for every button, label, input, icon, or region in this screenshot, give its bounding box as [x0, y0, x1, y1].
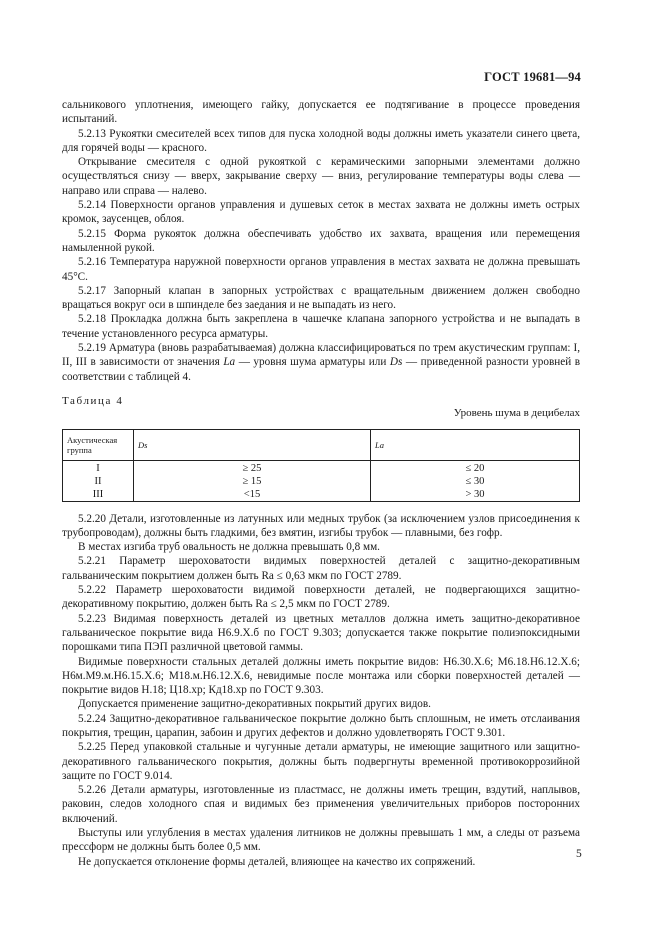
standard-header: ГОСТ 19681—94: [484, 70, 581, 84]
header-group: Акустическая группа: [63, 429, 134, 460]
paragraph: В местах изгиба труб овальность не должна превышать 0,8 мм.: [78, 541, 380, 554]
paragraph: Видимые поверхности стальных деталей должны иметь покрытие видов: Н6.30.Х.6; М6.18.Н6.12.Х.6; Н6м.М9.м.Н6.15.Х.6; М18.м.Н6.12.Х.6, невидимые после монтажа или сборки поверхностей деталей — покрытие видов Н.18; Ц18.хр; Кд18.хр по ГОСТ 9.303.: [62, 655, 580, 697]
paragraph: 5.2.25 Перед упаковкой стальные и чугунные детали арматуры, не имеющие защитного или защитно-декоративного гальванического покрытия, должны быть подвергнуты временной противокоррозийной защите по ГОСТ 9.014.: [62, 741, 580, 782]
paragraph: 5.2.26 Детали арматуры, изготовленные из пластмасс, не должны иметь трещин, вздутий, наплывов, раковин, следов холодного спая и видимых без применения увеличительных приборов посторонних включений.: [62, 784, 580, 825]
paragraph: 5.2.24 Защитно-декоративное гальваническое покрытие должно быть сплошным, не иметь отслаивания покрытия, трещин, царапин, забоин и других дефектов и должно удовлетворять ГОСТ 9.301.: [62, 712, 580, 739]
table-row: [63, 488, 580, 502]
paragraphs-bottom: [62, 512, 580, 869]
header-la: La: [371, 429, 580, 460]
table-row: [63, 475, 580, 488]
paragraphs-top: [62, 98, 580, 341]
paragraph: сальникового уплотнения, имеющего гайку, допускается ее подтягивание в процессе проведения испытаний.: [62, 99, 580, 126]
paragraph: Выступы или углубления в местах удаления литников не должны превышать 1 мм, а следы от разъема прессформ не должны быть более 0,5 мм.: [62, 827, 580, 854]
table-unit: Уровень шума в децибелах: [453, 407, 580, 420]
table-caption: Таблица 4: [62, 394, 124, 407]
paragraph: 5.2.14 Поверхности органов управления и душевых сеток в местах захвата не должны иметь острых кромок, заусенцев, облоя.: [62, 199, 580, 226]
paragraph: 5.2.17 Запорный клапан в запорных устройствах с вращательным движением должен свободно вращаться вокруг оси в шпинделе без заедания и не выпадать из него.: [62, 284, 580, 312]
table-header-row: [63, 429, 580, 460]
cell-ds: <15: [134, 488, 371, 502]
paragraph: Не допускается отклонение формы деталей, влияющее на качество их сопряжений.: [78, 855, 476, 868]
paragraph: 5.2.18 Прокладка должна быть закреплена в чашечке клапана запорного устройства и не выпадать в течение установленного ресурса арматуры.: [62, 313, 580, 340]
p5219-part3: — приведенной разности уровней в соответствии с таблицей 4.: [62, 356, 580, 383]
cell-group: II: [63, 475, 134, 488]
paragraph: 5.2.16 Температура наружной поверхности органов управления в местах захвата не должна превышать 45°С.: [62, 256, 580, 283]
header-ds: Ds: [134, 429, 371, 460]
paragraph: 5.2.15 Форма рукояток должна обеспечивать удобство их захвата, вращения или перемещения намыленной рукой.: [62, 227, 580, 254]
cell-ds: ≥ 25: [134, 460, 371, 475]
p5219-part2: — уровня шума арматуры или: [235, 356, 390, 369]
p5219-symbol-ds: Ds: [389, 356, 403, 369]
acoustic-groups-table: [62, 429, 580, 502]
paragraph-5-2-19: [62, 341, 580, 384]
paragraph: 5.2.23 Видимая поверхность деталей из цветных металлов должна иметь защитно-декоративное гальваническое покрытие вида Н6.9.Х.б по ГОСТ 9.303; допускается также покрытие полиэпоксидными порошками типа ПЭП различной цветовой гаммы.: [62, 612, 580, 654]
table-row: [63, 460, 580, 475]
cell-la: > 30: [371, 488, 580, 502]
paragraph: 5.2.22 Параметр шероховатости видимой поверхности деталей, не подвергающихся защитно-декоративному покрытию, должен быть Ra ≤ 2,5 мкм по ГОСТ 2789.: [62, 584, 580, 611]
cell-ds: ≥ 15: [134, 475, 371, 488]
paragraph: 5.2.20 Детали, изготовленные из латунных или медных трубок (за исключением узлов присоединения к трубопроводам), должны быть гладкими, без вмятин, изгибы трубок — плавными, без гофр.: [62, 512, 580, 539]
paragraph: Открывание смесителя с одной рукояткой с керамическими запорными элементами должно осуществляться снизу — вверх, закрывание сверху — вниз, регулирование температуры воды слева — направо или справа — налево.: [62, 156, 580, 197]
paragraph: 5.2.13 Рукоятки смесителей всех типов для пуска холодной воды должны иметь указатели синего цвета, для горячей воды — красного.: [62, 127, 580, 154]
paragraph: Допускается применение защитно-декоративных покрытий других видов.: [78, 698, 431, 711]
cell-la: ≤ 30: [371, 475, 580, 488]
p5219-part1: 5.2.19 Арматура (вновь разрабатываемая) должна классифицироваться по трем акустическим группам: I, II, III в зависимости от значения: [62, 342, 580, 369]
cell-group: I: [63, 460, 134, 475]
cell-la: ≤ 20: [371, 460, 580, 475]
cell-group: III: [63, 488, 134, 502]
p5219-symbol-la: La: [223, 356, 236, 369]
paragraph: 5.2.21 Параметр шероховатости видимых поверхностей деталей с защитно-декоративным гальваническим покрытием должен быть Ra ≤ 0,63 мкм по ГОСТ 2789.: [62, 555, 580, 582]
document-body: [62, 98, 580, 869]
page-number: 5: [576, 848, 582, 860]
